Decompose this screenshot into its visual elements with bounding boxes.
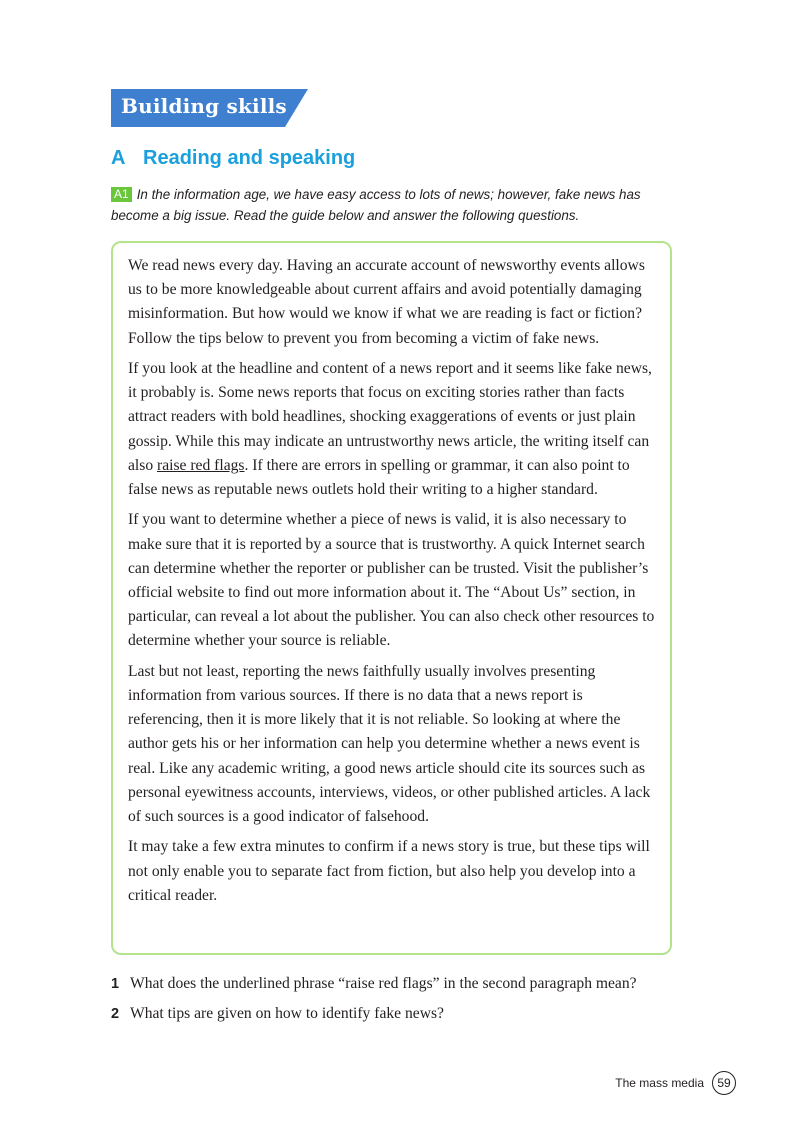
- paragraph-3: If you want to determine whether a piece of news is valid, it is also necessary to make sure that it is reported by a source that is trustworthy. A quick Internet search can determine whether the reporter or publisher can be trusted. Visit the publisher’s official website to find out more information about it. The “About Us” section, in particular, can reveal a lot about the publisher. You can also check other resources to determine whether your source is reliable.: [128, 511, 655, 650]
- question-text: What tips are given on how to identify fake news?: [130, 1005, 444, 1023]
- paragraph-2-end: . If there are errors in spelling or grammar, it can also point to false news as reputable news outlets hold their writing to a higher standard.: [128, 456, 630, 499]
- section-heading: [111, 147, 355, 170]
- footer-label: The mass media: [615, 1076, 704, 1090]
- section-banner: [111, 89, 308, 127]
- question-item: [111, 1002, 651, 1026]
- page-footer: [615, 1071, 736, 1095]
- task-badge: A1: [111, 187, 132, 202]
- reading-passage: [128, 254, 658, 914]
- paragraph-1: We read news every day. Having an accurate account of newsworthy events allows us to be more knowledgeable about current affairs and avoid potentially damaging misinformation. But how would we know if what we are reading is fact or fiction? Follow the tips below to prevent you from becoming a victim of fake news.: [128, 257, 645, 347]
- question-list: [111, 972, 651, 1032]
- question-text: What does the underlined phrase “raise red flags” in the second paragraph mean?: [130, 975, 637, 992]
- paragraph-4: Last but not least, reporting the news faithfully usually involves presenting information from various sources. If there is no data that a news report is referencing, then it is more likely that it is not reliable. So looking at where the author gets his or her information can help you determine whether a news event is real. Like any academic writing, a good news article should cite its sources such as personal eyewitness accounts, interviews, videos, or other published articles. A lack of such sources is a good indicator of falsehood.: [128, 662, 651, 826]
- task-instruction-text: In the information age, we have easy access to lots of news; however, fake news has become a big issue. Read the guide below and answer the following questions.: [111, 187, 641, 223]
- section-letter: A: [111, 147, 126, 169]
- reading-passage-box: [111, 241, 672, 955]
- question-item: [111, 972, 651, 996]
- underlined-phrase: raise red flags: [157, 456, 245, 474]
- question-number: 2: [111, 1006, 120, 1023]
- page-number: 59: [712, 1071, 736, 1095]
- task-instruction: [111, 184, 671, 226]
- question-number: 1: [111, 976, 120, 992]
- paragraph-2: [128, 357, 658, 502]
- section-title: Reading and speaking: [143, 147, 356, 169]
- banner-title: Building skills: [121, 94, 287, 118]
- paragraph-2-start: If you look at the headline and content of a news report and it seems like fake news, it probably is. Some news reports that focus on exciting stories rather than facts attract readers with bold headlines, shocking exaggerations of events or just plain gossip. While this may indicate an untrustworthy news article, the writing itself can also: [128, 360, 652, 474]
- paragraph-5: It may take a few extra minutes to confirm if a news story is true, but these tips will not only enable you to separate fact from fiction, but also help you develop into a critical reader.: [128, 838, 650, 904]
